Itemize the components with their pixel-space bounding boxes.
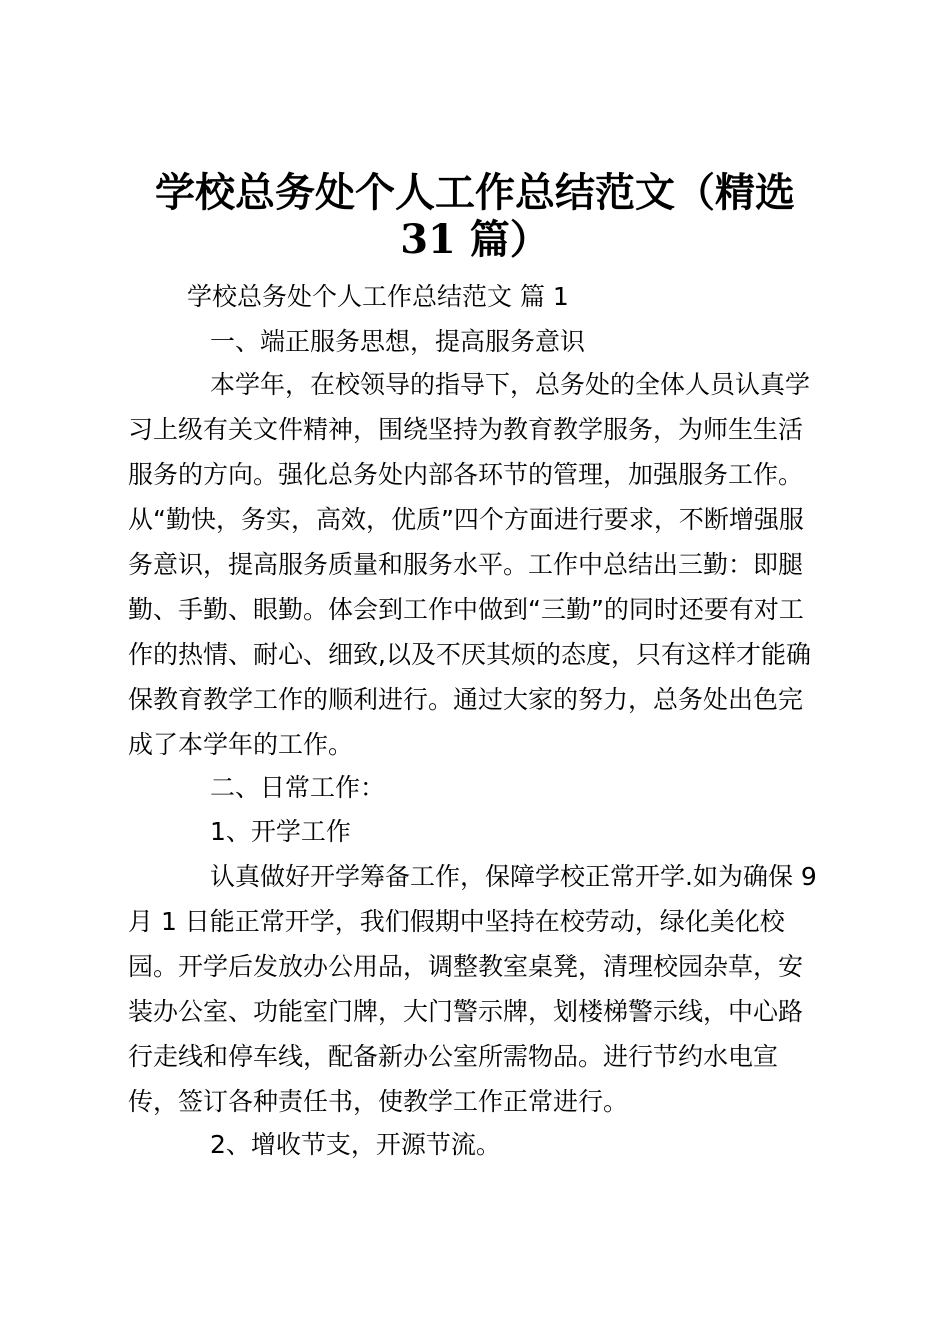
paragraph-line: 习上级有关文件精神，围绕坚持为教育教学服务，为师生生活 [128,415,804,444]
paragraph-line: 勤、手勤、眼勤。体会到工作中做到“三勤”的同时还要有对工 [128,595,804,624]
paragraph-line: 月 1 日能正常开学，我们假期中坚持在校劳动，绿化美化校 [128,907,785,936]
article-subtitle: 学校总务处个人工作总结范文 篇 1 [187,282,569,311]
paragraph-line: 行走线和停车线，配备新办公室所需物品。进行节约水电宣 [128,1042,779,1071]
paragraph-line: 成了本学年的工作。 [128,730,354,759]
paragraph-line: 服务的方向。强化总务处内部各环节的管理，加强服务工作。 [128,460,804,489]
paragraph-line: 传，签订各种责任书，使教学工作正常进行。 [128,1087,629,1116]
subsection-heading: 2、增收节支，开源节流。 [210,1130,501,1159]
paragraph-line: 作的热情、耐心、细致,以及不厌其烦的态度，只有这样才能确 [128,640,811,669]
paragraph-line: 园。开学后发放办公用品，调整教室桌凳，清理校园杂草，安 [128,952,804,981]
document-title-line-1: 学校总务处个人工作总结范文（精选 [155,169,795,216]
paragraph-line: 认真做好开学筹备工作，保障学校正常开学.如为确保 9 [210,862,817,891]
subsection-heading: 1、开学工作 [210,817,351,846]
document-title-line-2: 31 篇） [400,216,550,263]
section-heading: 一、端正服务思想，提高服务意识 [210,327,586,356]
section-heading: 二、日常工作： [210,773,386,802]
paragraph-line: 本学年，在校领导的指导下，总务处的全体人员认真学 [210,370,811,399]
paragraph-line: 务意识，提高服务质量和服务水平。工作中总结出三勤：即腿 [128,550,804,579]
paragraph-line: 保教育教学工作的顺利进行。通过大家的努力，总务处出色完 [128,685,804,714]
paragraph-line: 装办公室、功能室门牌，大门警示牌，划楼梯警示线，中心路 [128,997,804,1026]
paragraph-line: 从“勤快，务实，高效，优质”四个方面进行要求，不断增强服 [128,505,804,534]
